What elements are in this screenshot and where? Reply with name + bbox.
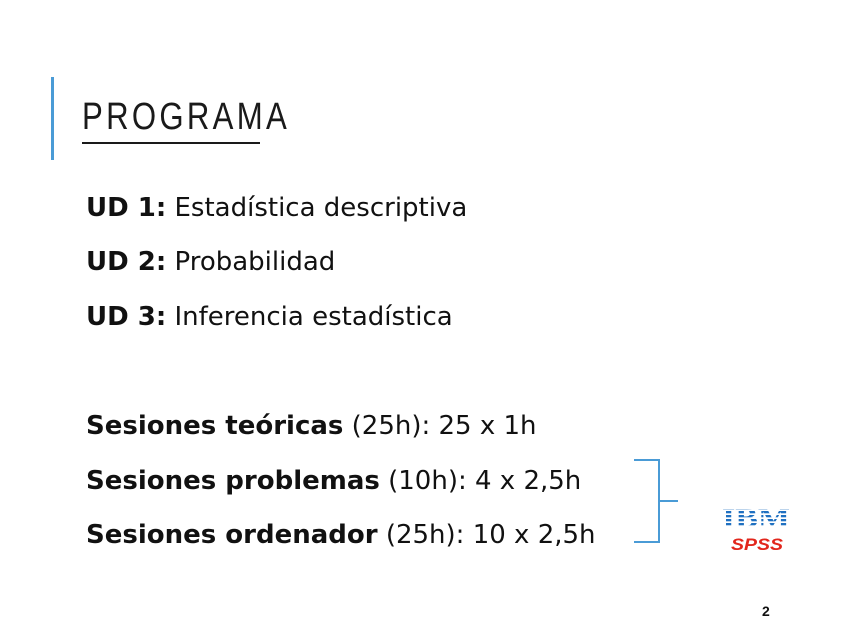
session-bracket [634, 459, 660, 543]
ibm-logo-text: IBM [722, 503, 790, 533]
session-label: Sesiones teóricas [86, 411, 344, 441]
unit-label: UD 3: [86, 302, 167, 332]
title-underline [82, 142, 260, 144]
session-text: (25h): 10 x 2,5h [377, 520, 596, 550]
unit-text: Inferencia estadística [166, 302, 453, 332]
bracket-pointer [660, 500, 678, 502]
ibm-spss-logo [721, 503, 791, 553]
session-label: Sesiones problemas [86, 466, 380, 496]
session-label: Sesiones ordenador [86, 520, 378, 550]
unit-text: Probabilidad [166, 247, 336, 277]
page-number: 2 [762, 603, 770, 619]
title-accent-bar [51, 77, 54, 160]
spss-logo-text: SPSS [731, 535, 784, 553]
session-item [86, 410, 537, 442]
session-item [86, 519, 596, 551]
session-text: (25h): 25 x 1h [343, 411, 537, 441]
session-text: (10h): 4 x 2,5h [379, 466, 582, 496]
unit-item [86, 301, 453, 333]
unit-item [86, 246, 335, 278]
slide-title: PROGRAMA [82, 96, 291, 138]
session-item [86, 465, 581, 497]
unit-label: UD 2: [86, 247, 167, 277]
unit-item [86, 192, 467, 224]
unit-text: Estadística descriptiva [166, 193, 468, 223]
unit-label: UD 1: [86, 193, 167, 223]
